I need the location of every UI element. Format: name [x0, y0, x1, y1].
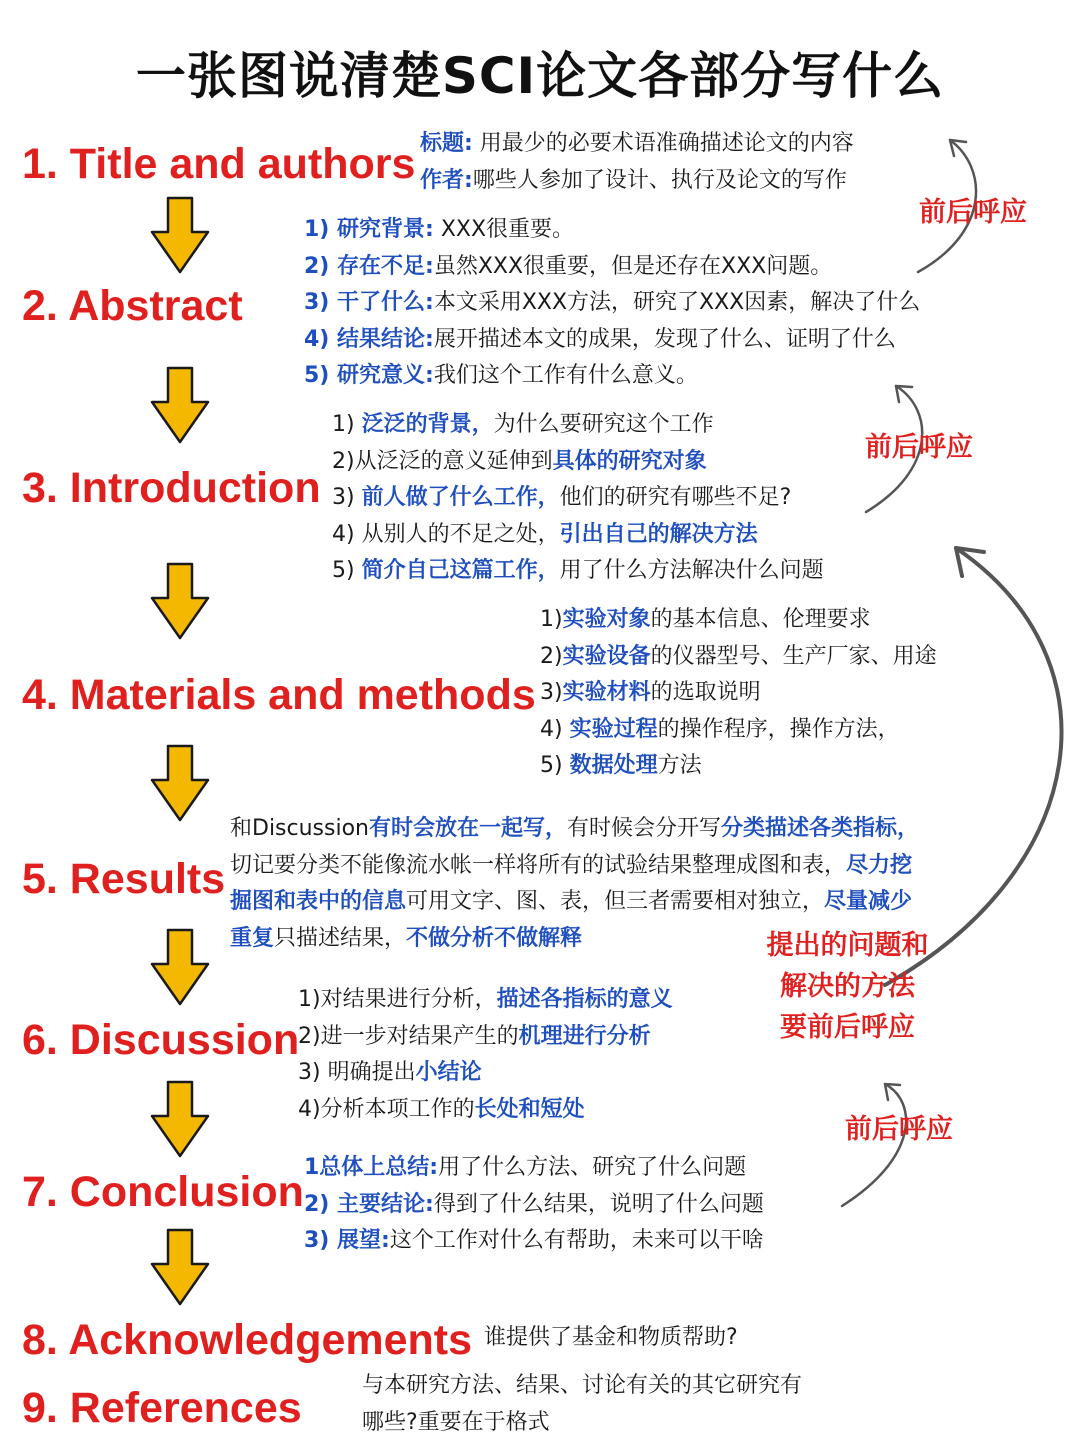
desc-conclusion: 1总体上总结:用了什么方法、研究了什么问题 2) 主要结论:得到了什么结果，说明了什么问题 3) 展望:这个工作对什么有帮助，未来可以干啥 [304, 1155, 764, 1253]
note-echo-2: 前后呼应 [865, 432, 973, 463]
down-arrow-icon [150, 1080, 210, 1158]
down-arrow-icon [150, 366, 210, 444]
curved-arrow-4-head [885, 1084, 900, 1100]
desc-discussion: 1)对结果进行分析，描述各指标的意义 2)进一步对结果产生的机理进行分析 3) 明确提出小结论 4)分析本项工作的长处和短处 [298, 987, 673, 1122]
down-arrow-icon [150, 196, 210, 274]
section-abstract: 2. Abstract [22, 282, 243, 330]
curved-arrow-3-head [956, 548, 984, 576]
down-arrow-icon [150, 744, 210, 822]
section-introduction: 3. Introduction [22, 464, 321, 512]
down-arrow-icon [150, 928, 210, 1006]
section-conclusion: 7. Conclusion [22, 1168, 304, 1216]
note-echo-4: 前后呼应 [845, 1114, 953, 1145]
note-echo-1: 前后呼应 [919, 197, 1027, 228]
desc-results: 和Discussion有时会放在一起写，有时候会分开写分类描述各类指标， 切记要分类不能像流水帐一样将所有的试验结果整理成图和表，尽力挖 掘图和表中的信息可用文字、图、表，但三者需要相对独立，尽量减少 重复只描述结果，不做分析不做解释 [230, 816, 920, 951]
down-arrow-icon [150, 1228, 210, 1306]
desc-title-authors: 标题: 用最少的必要术语准确描述论文的内容 作者:哪些人参加了设计、执行及论文的写作 [420, 131, 854, 193]
section-acknowledgements: 8. Acknowledgements [22, 1316, 473, 1364]
desc-references: 与本研究方法、结果、讨论有关的其它研究有 哪些?重要在于格式 [362, 1373, 803, 1435]
note-problem-solution: 提出的问题和 解决的方法 要前后呼应 [766, 930, 929, 1043]
page-title: 一张图说清楚SCI论文各部分写什么 [135, 47, 945, 105]
section-materials-methods: 4. Materials and methods [22, 671, 536, 719]
section-references: 9. References [22, 1384, 302, 1432]
desc-introduction: 1) 泛泛的背景，为什么要研究这个工作 2)从泛泛的意义延伸到具体的研究对象 3) 前人做了什么工作，他们的研究有哪些不足? 4) 从别人的不足之处，引出自己的解决方法 5) 简介自己这篇工作，用了什么方法解决什么问题 [332, 412, 824, 583]
desc-acknowledgements: 谁提供了基金和物质帮助? [484, 1325, 738, 1350]
desc-materials-methods: 1)实验对象的基本信息、伦理要求 2)实验设备的仪器型号、生产厂家、用途 3)实验材料的选取说明 4) 实验过程的操作程序，操作方法， 5) 数据处理方法 [540, 607, 937, 778]
section-discussion: 6. Discussion [22, 1016, 300, 1064]
desc-abstract: 1) 研究背景: XXX很重要。 2) 存在不足:虽然XXX很重要，但是还存在XXX问题。 3) 干了什么:本文采用XXX方法，研究了XXX因素，解决了什么 4) 结果结论:展开描述本文的成果，发现了什么、证明了什么 5) 研究意义:我们这个工作有什么意义。 [304, 217, 921, 388]
section-title-authors: 1. Title and authors [22, 140, 416, 188]
section-results: 5. Results [22, 855, 226, 903]
curved-arrow-1-head [950, 140, 966, 156]
down-arrow-icon [150, 562, 210, 640]
